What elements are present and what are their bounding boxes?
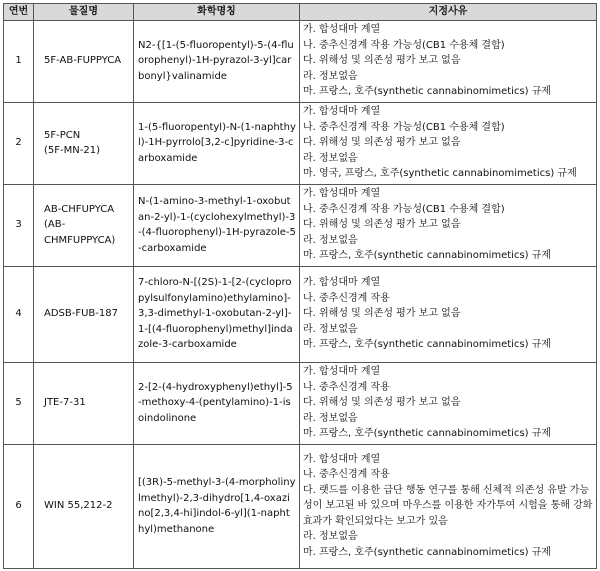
reason-line: 다. 위해성 및 의존성 평가 보고 없음 <box>303 137 461 149</box>
row-number: 6 <box>4 444 34 568</box>
reason-line: 가. 합성대마 계열 <box>303 277 381 289</box>
reason-line: 라. 정보없음 <box>303 412 358 424</box>
reason-cell <box>300 444 597 568</box>
substance-name <box>34 444 134 568</box>
substance-line: (AB-CHMFUPPYCA) <box>44 219 116 246</box>
table-row <box>4 102 597 184</box>
reason-cell <box>300 20 597 102</box>
chemical-name: 1-(5-fluoropentyl)-N-(1-naphthyl)-1H-pyrrolo[3,2-c]pyridine-3-carboxamide <box>134 102 300 184</box>
reason-line: 라. 정보없음 <box>303 234 358 246</box>
reason-line: 다. 위해성 및 의존성 평가 보고 없음 <box>303 219 461 231</box>
reason-line: 다. 위해성 및 의존성 평가 보고 없음 <box>303 308 461 320</box>
substance-line: WIN 55,212-2 <box>44 500 113 512</box>
substance-line: 5F-AB-FUPPYCA <box>44 55 122 67</box>
reason-line: 나. 중추신경계 작용 가능성(CB1 수용체 결합) <box>303 121 505 133</box>
chemical-name: N2-{[1-(5-fluoropentyl)-5-(4-fluorophenyl)-1H-pyrazol-3-yl]carbonyl}valinamide <box>134 20 300 102</box>
substance-name <box>34 362 134 444</box>
reason-line: 마. 프랑스, 호주(synthetic cannabinomimetics) 규제 <box>303 250 552 262</box>
substance-name <box>34 102 134 184</box>
header-reason: 지정사유 <box>300 4 597 21</box>
chemical-name: 7-chloro-N-[(2S)-1-[2-(cyclopropylsulfonylamino)ethylamino]-3,3-dimethyl-1-oxobutan-2-yl]-1-[(4-fluorophenyl)methyl]indazole-3-carboxamide <box>134 266 300 362</box>
chemical-name: N-(1-amino-3-methyl-1-oxobutan-2-yl)-1-(cyclohexylmethyl)-3-(4-fluorophenyl)-1H-pyrazole-5-carboxamide <box>134 184 300 266</box>
reason-cell <box>300 362 597 444</box>
reason-line: 가. 합성대마 계열 <box>303 106 381 118</box>
header-no: 연번 <box>4 4 34 21</box>
reason-line: 가. 합성대마 계열 <box>303 366 381 378</box>
substance-name <box>34 20 134 102</box>
designation-table <box>3 3 597 569</box>
reason-line: 마. 프랑스, 호주(synthetic cannabinomimetics) 규제 <box>303 339 552 351</box>
reason-line: 다. 위해성 및 의존성 평가 보고 없음 <box>303 397 461 409</box>
chemical-name: [(3R)-5-methyl-3-(4-morpholinylmethyl)-2,3-dihydro[1,4-oxazino[2,3,4-hi]indol-6-yl](1-naphthyl)methanone <box>134 444 300 568</box>
table-row <box>4 266 597 362</box>
substance-line: AB-CHFUPYCA <box>44 203 115 215</box>
table-row <box>4 444 597 568</box>
chemical-name: 2-[2-(4-hydroxyphenyl)ethyl]-5-methoxy-4-(pentylamino)-1-isoindolinone <box>134 362 300 444</box>
row-number: 5 <box>4 362 34 444</box>
row-number: 1 <box>4 20 34 102</box>
header-row <box>4 4 597 21</box>
reason-line: 라. 정보없음 <box>303 323 358 335</box>
reason-line: 가. 합성대마 계열 <box>303 24 381 36</box>
substance-line: 5F-PCN <box>44 129 81 141</box>
substance-line: ADSB-FUB-187 <box>44 308 118 320</box>
reason-line: 마. 프랑스, 호주(synthetic cannabinomimetics) 규제 <box>303 428 552 440</box>
reason-line: 라. 정보없음 <box>303 70 358 82</box>
table-row <box>4 362 597 444</box>
reason-line: 라. 정보없음 <box>303 531 358 543</box>
reason-cell <box>300 184 597 266</box>
substance-name <box>34 266 134 362</box>
header-substance: 물질명 <box>34 4 134 21</box>
reason-line: 나. 중추신경계 작용 <box>303 292 390 304</box>
reason-cell <box>300 102 597 184</box>
row-number: 3 <box>4 184 34 266</box>
substance-name <box>34 184 134 266</box>
reason-line: 마. 프랑스, 호주(synthetic cannabinomimetics) 규제 <box>303 86 552 98</box>
table-row <box>4 184 597 266</box>
table-row <box>4 20 597 102</box>
reason-line: 마. 영국, 프랑스, 호주(synthetic cannabinomimetics) 규제 <box>303 168 577 180</box>
reason-line: 나. 중추신경계 작용 가능성(CB1 수용체 결합) <box>303 39 505 51</box>
reason-line: 나. 중추신경계 작용 <box>303 381 390 393</box>
reason-line: 나. 중추신경계 작용 가능성(CB1 수용체 결합) <box>303 203 505 215</box>
reason-line: 나. 중추신경계 작용 <box>303 469 390 481</box>
reason-line: 다. 위해성 및 의존성 평가 보고 없음 <box>303 55 461 67</box>
reason-line: 가. 합성대마 계열 <box>303 188 381 200</box>
reason-cell <box>300 266 597 362</box>
substance-line: (5F-MN-21) <box>44 145 100 156</box>
reason-line: 라. 정보없음 <box>303 152 358 164</box>
reason-line: 가. 합성대마 계열 <box>303 453 381 465</box>
reason-line: 다. 랫드를 이용한 급단 행동 연구를 통해 신체적 의존성 유발 가능성이 보고된 바 있으며 마우스를 이용한 자가투여 시험을 통해 강화효과가 확인되었다는 보고가 있음 <box>303 484 593 527</box>
reason-line: 마. 프랑스, 호주(synthetic cannabinomimetics) 규제 <box>303 546 552 558</box>
row-number: 4 <box>4 266 34 362</box>
substance-line: JTE-7-31 <box>44 397 86 409</box>
row-number: 2 <box>4 102 34 184</box>
header-chemical-name: 화학명칭 <box>134 4 300 21</box>
